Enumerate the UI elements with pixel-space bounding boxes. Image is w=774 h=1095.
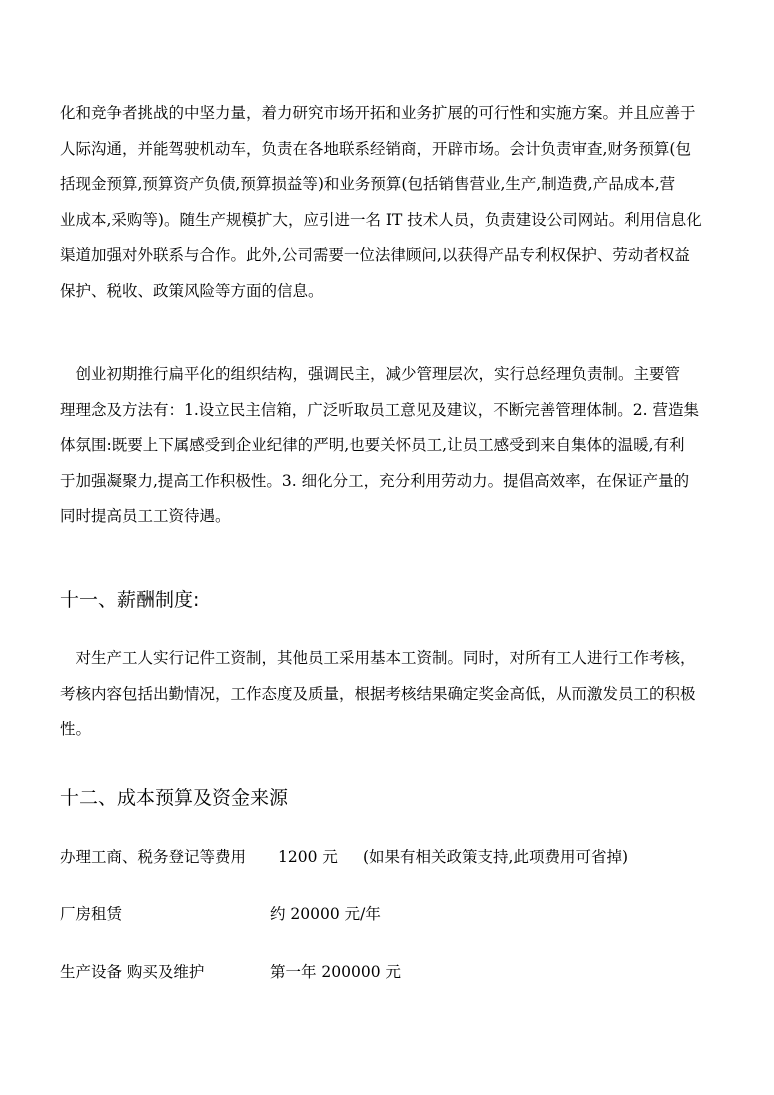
section-heading-salary: 十一、薪酬制度: — [60, 589, 200, 611]
paragraph-staffing — [60, 96, 715, 309]
paragraph-line: 体氛围:既要上下属感受到企业纪律的严明,也要关怀员工,让员工感受到来自集体的温暖,有利 — [60, 436, 685, 454]
paragraph-line: 考核内容包括出勤情况，工作态度及质量，根据考核结果确定奖金高低，从而激发员工的积极 — [60, 684, 696, 703]
paragraph-line: 渠道加强对外联系与合作。此外,公司需要一位法律顾问,以获得产品专利权保护、劳动者权益 — [60, 246, 690, 264]
paragraph-line: 括现金预算,预算资产负债,预算损益等)和业务预算(包括销售营业,生产,制造费,产品成本,营 — [60, 175, 676, 193]
paragraph-line: 人际沟通，并能驾驶机动车，负责在各地联系经销商，开辟市场。会计负责审查,财务预算(包 — [60, 139, 691, 158]
budget-item-note: (如果有相关政策支持,此项费用可省掉) — [363, 848, 629, 866]
budget-row-equipment — [60, 960, 720, 984]
paragraph-salary — [60, 641, 715, 748]
paragraph-line: 业成本,采购等)。随生产规模扩大，应引进一名 IT 技术人员，负责建设公司网站。利用信息化 — [60, 210, 702, 229]
budget-item-amount: 1200 元 — [278, 848, 338, 866]
paragraph-management — [60, 357, 715, 535]
budget-row-rent — [60, 902, 720, 926]
budget-row-registration — [60, 845, 720, 869]
paragraph-line: 化和竞争者挑战的中坚力量，着力研究市场开拓和业务扩展的可行性和实施方案。并且应善于 — [60, 104, 696, 122]
budget-item-amount: 约 20000 元/年 — [270, 905, 381, 923]
section-heading-budget: 十二、成本预算及资金来源 — [60, 787, 289, 809]
budget-item-name: 生产设备 购买及维护 — [60, 963, 205, 981]
budget-item-name: 办理工商、税务登记等费用 — [60, 848, 247, 866]
paragraph-line: 理理念及方法有：1.设立民主信箱，广泛听取员工意见及建议，不断完善管理体制。2. 营造集 — [60, 400, 700, 419]
paragraph-line: 同时提高员工工资待遇。 — [60, 507, 231, 525]
budget-item-name: 厂房租赁 — [60, 905, 123, 923]
paragraph-line: 性。 — [60, 720, 92, 738]
paragraph-line: 于加强凝聚力,提高工作积极性。3. 细化分工，充分利用劳动力。提倡高效率，在保证产量的 — [60, 471, 690, 490]
paragraph-line: 保护、税收、政策风险等方面的信息。 — [60, 281, 324, 300]
budget-item-amount: 第一年 200000 元 — [270, 963, 402, 981]
paragraph-line: 创业初期推行扁平化的组织结构，强调民主，减少管理层次，实行总经理负责制。主要管 — [60, 365, 681, 383]
paragraph-line: 对生产工人实行记件工资制，其他员工采用基本工资制。同时，对所有工人进行工作考核， — [60, 649, 696, 667]
